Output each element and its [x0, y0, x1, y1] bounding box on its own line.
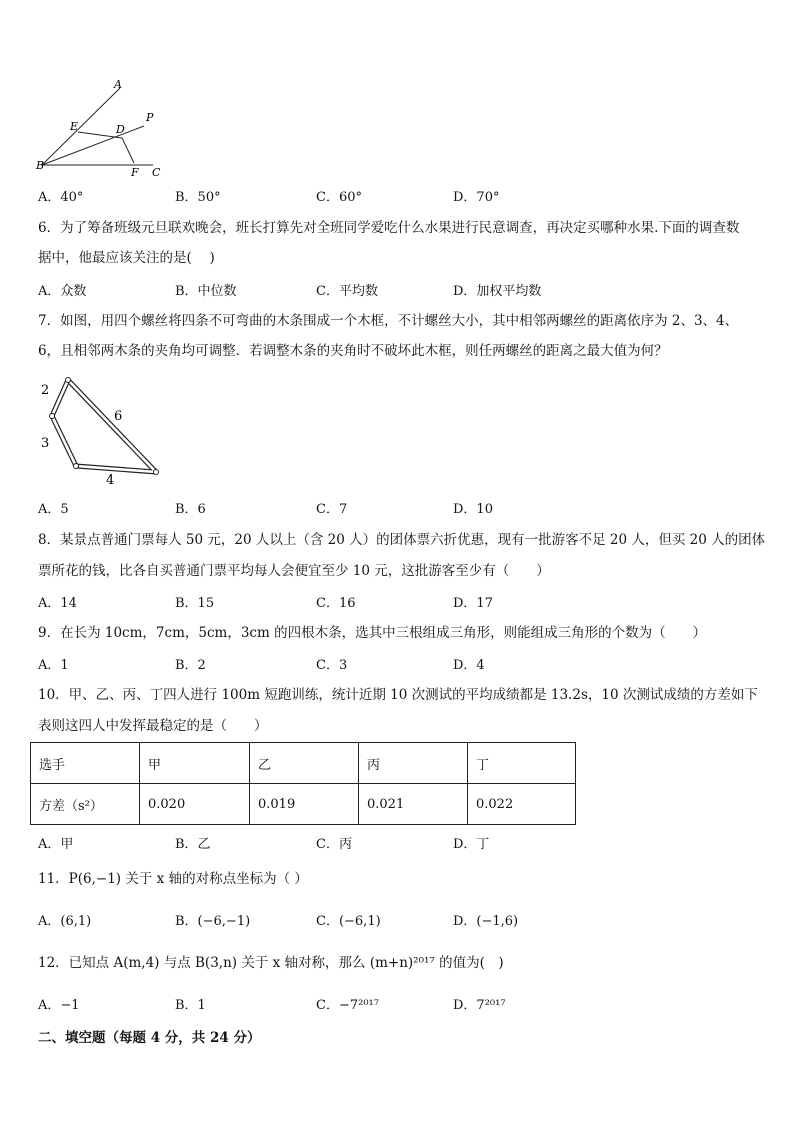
option-d[interactable]: D．70°	[453, 190, 500, 205]
option-c[interactable]: C．平均数	[316, 284, 378, 299]
option-c[interactable]: C．(−6,1)	[316, 914, 381, 929]
table-cell: 0.019	[250, 784, 359, 825]
option-b[interactable]: B．乙	[175, 837, 211, 852]
option-b[interactable]: B．2	[175, 658, 206, 673]
option-b[interactable]: B．中位数	[175, 284, 237, 299]
q7-figure	[34, 372, 166, 488]
q7-line1: 7．如图，用四个螺丝将四条不可弯曲的木条围成一个木框，不计螺丝大小，其中相邻两螺丝的距离依序为 2、3、4、	[38, 313, 739, 329]
q6-line1: 6．为了筹备班级元旦联欢晚会，班长打算先对全班同学爱吃什么水果进行民意调查，再决定买哪种水果.下面的调查数	[38, 220, 740, 236]
section-heading: 二、填空题（每题 4 分，共 24 分）	[38, 1030, 261, 1046]
table-row	[31, 743, 576, 784]
option-a[interactable]: A．甲	[38, 837, 74, 852]
option-b[interactable]: B．1	[175, 998, 206, 1013]
label-F: F	[131, 166, 139, 178]
side-2: 2	[41, 383, 50, 398]
q5-options	[38, 186, 598, 206]
q6-options	[38, 280, 598, 300]
option-a[interactable]: A．14	[38, 596, 77, 611]
table-cell: 乙	[250, 743, 359, 784]
option-d[interactable]: D．加权平均数	[453, 284, 542, 299]
option-c[interactable]: C．16	[316, 596, 356, 611]
label-E: E	[70, 120, 79, 133]
side-3: 3	[41, 436, 50, 451]
q10-options	[38, 833, 598, 853]
side-6: 6	[114, 409, 123, 424]
option-a[interactable]: A．1	[38, 658, 69, 673]
table-cell: 方差（s²）	[31, 784, 140, 825]
table-row	[31, 784, 576, 825]
option-b[interactable]: B．6	[175, 502, 206, 517]
option-a[interactable]: A．40°	[38, 190, 84, 205]
q7-options	[38, 498, 598, 518]
q6-line2: 据中，他最应该关注的是( )	[38, 250, 215, 266]
q8-line1: 8．某景点普通门票每人 50 元，20 人以上（含 20 人）的团体票六折优惠，现有一批游客不足 20 人，但买 20 人的团体	[38, 532, 766, 548]
option-a[interactable]: A．众数	[38, 284, 87, 299]
option-c[interactable]: C．丙	[316, 837, 352, 852]
option-c[interactable]: C．7	[316, 502, 348, 517]
option-c[interactable]: C．3	[316, 658, 348, 673]
q10-line2: 表则这四人中发挥最稳定的是（ ）	[38, 718, 268, 734]
option-a[interactable]: A．(6,1)	[38, 914, 92, 929]
label-A: A	[114, 78, 122, 91]
table-cell: 0.020	[140, 784, 250, 825]
option-c[interactable]: C．60°	[316, 190, 362, 205]
option-a[interactable]: A．−1	[38, 998, 80, 1013]
option-d[interactable]: D．(−1,6)	[453, 914, 519, 929]
option-b[interactable]: B．50°	[175, 190, 221, 205]
q8-line2: 票所花的钱，比各自买普通门票平均每人会便宜至少 10 元，这批游客至少有（ ）	[38, 563, 550, 579]
table-cell: 甲	[140, 743, 250, 784]
q11-options	[38, 910, 598, 930]
label-C: C	[152, 166, 161, 178]
table-cell: 丁	[468, 743, 576, 784]
label-P: P	[146, 111, 154, 124]
option-b[interactable]: B．(−6,−1)	[175, 914, 251, 929]
q12-line1: 12．已知点 A(m,4) 与点 B(3,n) 关于 x 轴对称，那么 (m+n)²⁰¹⁷ 的值为( )	[38, 955, 504, 971]
option-b[interactable]: B．15	[175, 596, 215, 611]
label-B: B	[36, 159, 45, 172]
option-a[interactable]: A．5	[38, 502, 69, 517]
table-cell: 选手	[31, 743, 140, 784]
table-cell: 0.021	[359, 784, 468, 825]
q10-line1: 10．甲、乙、丙、丁四人进行 100m 短跑训练，统计近期 10 次测试的平均成绩都是 13.2s，10 次测试成绩的方差如下	[38, 687, 758, 703]
q12-options	[38, 994, 598, 1014]
option-d[interactable]: D．17	[453, 596, 493, 611]
q9-options	[38, 654, 598, 674]
side-4: 4	[106, 473, 115, 488]
option-d[interactable]: D．丁	[453, 837, 490, 852]
table-cell: 0.022	[468, 784, 576, 825]
variance-table	[30, 742, 576, 825]
q7-line2: 6，且相邻两木条的夹角均可调整．若调整木条的夹角时不破坏此木框，则任两螺丝的距离之最大值为何？	[38, 343, 668, 359]
q9-line1: 9．在长为 10cm，7cm，5cm，3cm 的四根木条，选其中三根组成三角形，则能组成三角形的个数为（ ）	[38, 625, 707, 641]
table-cell: 丙	[359, 743, 468, 784]
label-D: D	[116, 123, 125, 136]
q11-line1: 11．P(6,−1) 关于 x 轴的对称点坐标为（ ）	[38, 871, 308, 887]
option-c[interactable]: C．−7²⁰¹⁷	[316, 998, 379, 1013]
q5-figure	[30, 76, 170, 178]
option-d[interactable]: D．7²⁰¹⁷	[453, 998, 506, 1013]
option-d[interactable]: D．10	[453, 502, 493, 517]
q8-options	[38, 592, 598, 612]
option-d[interactable]: D．4	[453, 658, 485, 673]
